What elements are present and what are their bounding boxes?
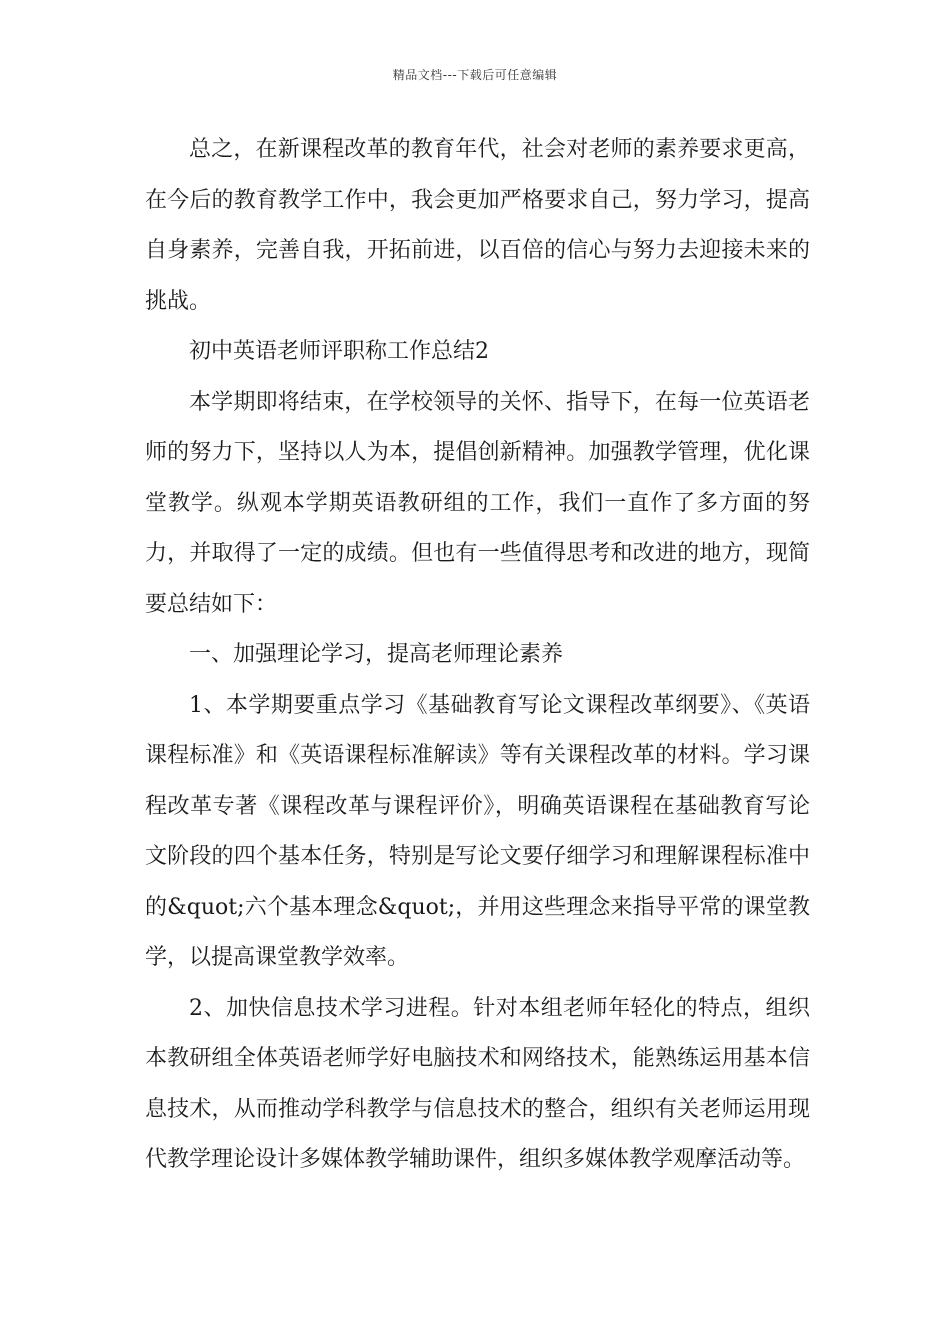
paragraph-conclusion: 总之，在新课程改革的教育年代，社会对老师的素养要求更高，在今后的教育教学工作中，我会更加严格要求自己，努力学习，提高自身素养，完善自我，开拓前进，以百倍的信心与努力去迎接未来的挑战。 [145, 137, 810, 314]
section-title: 初中英语老师评职称工作总结2 [189, 339, 489, 364]
page-header: 精品文档---下载后可任意编辑 [392, 68, 558, 82]
paragraph-item-2: 2、加快信息技术学习进程。针对本组老师年轻化的特点，组织本教研组全体英语老师学好电脑技术和网络技术，能熟练运用基本信息技术，从而推动学科教学与信息技术的整合，组织有关老师运用现代教学理论设计多媒体教学辅助课件，组织多媒体教学观摩活动等。 [145, 995, 810, 1172]
document-body [145, 125, 810, 1186]
paragraph-intro: 本学期即将结束，在学校领导的关怀、指导下，在每一位英语老师的努力下，坚持以人为本，提倡创新精神。加强教学管理，优化课堂教学。纵观本学期英语教研组的工作，我们一直作了多方面的努力，并取得了一定的成绩。但也有一些值得思考和改进的地方，现简要总结如下： [145, 389, 810, 617]
paragraph-item-1: 1、本学期要重点学习《基础教育写论文课程改革纲要》、《英语课程标准》和《英语课程标准解读》等有关课程改革的材料。学习课程改革专著《课程改革与课程评价》，明确英语课程在基础教育写论文阶段的四个基本任务，特别是写论文要仔细学习和理解课程标准中的&quot;六个基本理念&quot;，并用这些理念来指导平常的课堂教学，以提高课堂教学效率。 [145, 692, 810, 970]
subsection-heading: 一、加强理论学习，提高老师理论素养 [189, 642, 564, 667]
